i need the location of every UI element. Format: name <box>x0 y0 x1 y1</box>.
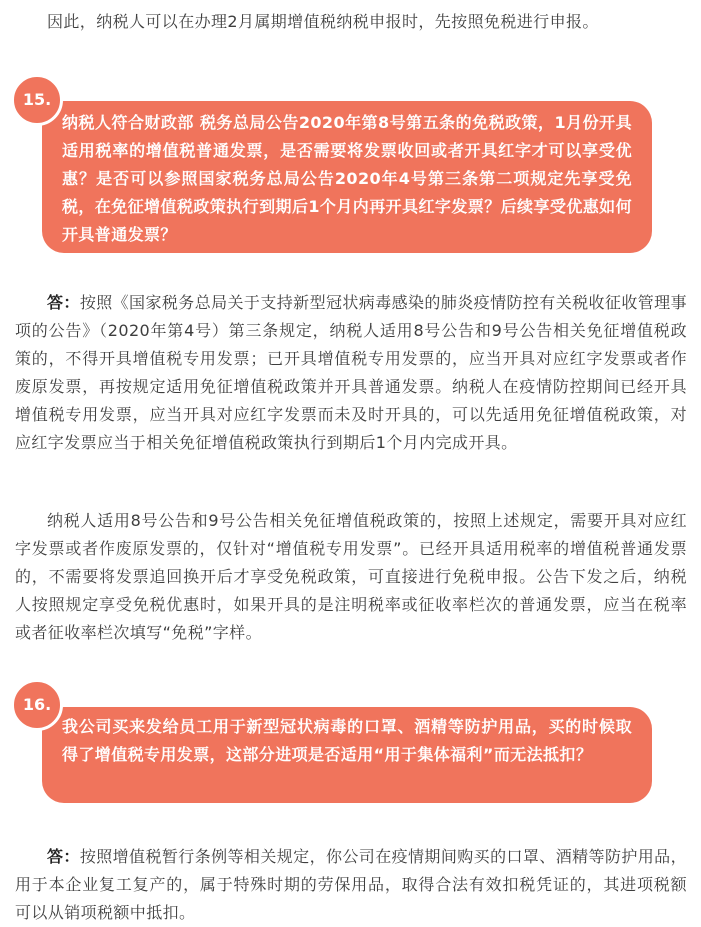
answer-15-paragraph-2: 纳税人适用8号公告和9号公告相关免征增值税政策的，按照上述规定，需要开具对应红字发票或者作废原发票的，仅针对“增值税专用发票”。已经开具适用税率的增值税普通发票的，不需要将发票追回换开后才享受免税政策，可直接进行免税申报。公告下发之后，纳税人按照规定享受免税优惠时，如果开具的是注明税率或征收率栏次的普通发票，应当在税率或者征收率栏次填写“免税”字样。 <box>15 511 687 642</box>
question-number-badge: 16. <box>11 679 63 731</box>
intro-paragraph: 因此，纳税人可以在办理2月属期增值税纳税申报时，先按照免税进行申报。 <box>47 12 599 31</box>
answer-text: 按照《国家税务总局关于支持新型冠状病毒感染的肺炎疫情防控有关税收征收管理事项的公告》（2020年第4号）第三条规定，纳税人适用8号公告和9号公告相关免征增值税政策的，不得开具增值税专用发票；已开具增值税专用发票的，应当开具对应红字发票或者作废原发票，再按规定适用免征增值税政策并开具普通发票。纳税人在疫情防控期间已经开具增值税专用发票，应当开具对应红字发票而未及时开具的，可以先适用免征增值税政策，对应红字发票应当于相关免征增值税政策执行到期后1个月内完成开具。 <box>15 293 687 452</box>
answer-label: 答： <box>47 293 80 312</box>
answer-16-paragraph <box>15 843 687 927</box>
question-15-text: 纳税人符合财政部 税务总局公告2020年第8号第五条的免税政策，1月份开具适用税率的增值税普通发票，是否需要将发票收回或者开具红字才可以享受优惠？是否可以参照国家税务总局公告2020年4号第三条第二项规定先享受免税，在免征增值税政策执行到期后1个月内再开具红字发票？后续享受优惠如何开具普通发票？ <box>42 101 652 253</box>
question-number-badge: 15. <box>11 74 63 126</box>
answer-text: 按照增值税暂行条例等相关规定，你公司在疫情期间购买的口罩、酒精等防护用品，用于本企业复工复产的，属于特殊时期的劳保用品，取得合法有效扣税凭证的，其进项税额可以从销项税额中抵扣。 <box>15 847 687 922</box>
question-16-text: 我公司买来发给员工用于新型冠状病毒的口罩、酒精等防护用品，买的时候取得了增值税专用发票，这部分进项是否适用“用于集体福利”而无法抵扣？ <box>42 707 652 803</box>
answer-15-paragraph-1 <box>15 289 687 457</box>
answer-label: 答： <box>47 847 80 866</box>
